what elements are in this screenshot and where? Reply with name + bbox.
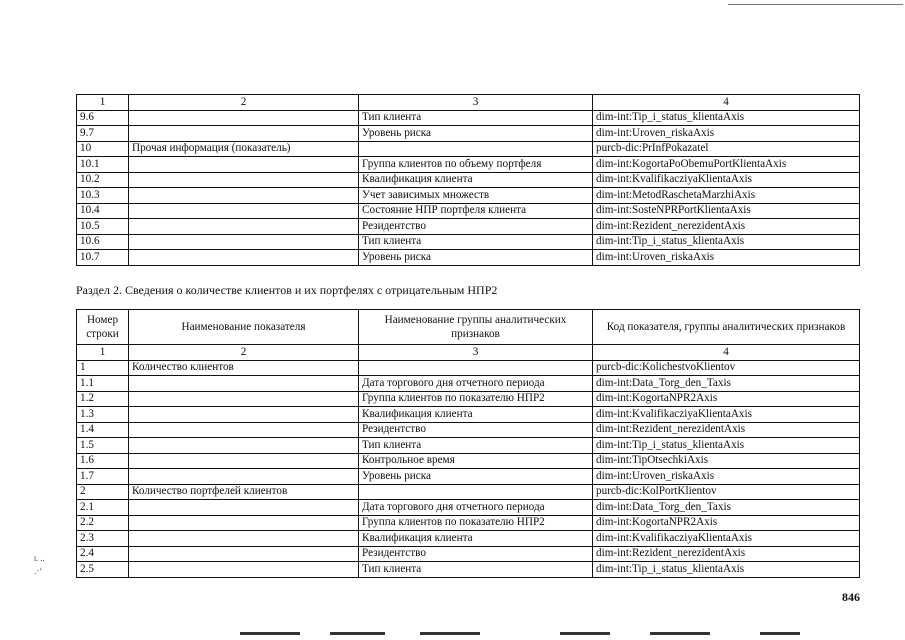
indicator-name-cell: [129, 562, 359, 578]
code-cell: dim-int:KvalifikacziyaKlientaAxis: [593, 172, 860, 188]
indicator-name-cell: [129, 250, 359, 266]
table-row: [77, 546, 860, 562]
group-name-cell: Группа клиентов по показателю НПР2: [359, 391, 593, 407]
table-row: [77, 110, 860, 126]
code-cell: dim-int:Rezident_nerezidentAxis: [593, 546, 860, 562]
code-cell: dim-int:Uroven_riskaAxis: [593, 469, 860, 485]
row-number-cell: 1.4: [77, 422, 129, 438]
row-number-cell: 10.5: [77, 219, 129, 235]
table-row: [77, 203, 860, 219]
table-row: [77, 500, 860, 516]
group-name-cell: [359, 141, 593, 157]
col-number-cell: 1: [77, 95, 129, 111]
table-row: [77, 407, 860, 423]
col-number-cell: 4: [593, 95, 860, 111]
code-cell: dim-int:Rezident_nerezidentAxis: [593, 219, 860, 235]
group-name-cell: Тип клиента: [359, 234, 593, 250]
indicator-name-cell: Количество портфелей клиентов: [129, 484, 359, 500]
indicator-name-cell: [129, 172, 359, 188]
row-number-cell: 10.3: [77, 188, 129, 204]
row-number-cell: 2.5: [77, 562, 129, 578]
row-number-cell: 10.2: [77, 172, 129, 188]
indicator-name-cell: [129, 203, 359, 219]
table-row: [77, 172, 860, 188]
indicator-name-cell: [129, 391, 359, 407]
table-row: [77, 219, 860, 235]
code-cell: dim-int:Uroven_riskaAxis: [593, 250, 860, 266]
row-number-cell: 1.5: [77, 438, 129, 454]
indicator-name-cell: [129, 469, 359, 485]
table2-body: [77, 345, 860, 578]
scan-edge-mark: [650, 632, 710, 635]
row-number-cell: 2.1: [77, 500, 129, 516]
code-cell: dim-int:Rezident_nerezidentAxis: [593, 422, 860, 438]
indicator-name-cell: [129, 422, 359, 438]
group-name-cell: Резидентство: [359, 219, 593, 235]
group-name-cell: Уровень риска: [359, 469, 593, 485]
table1-body: [77, 95, 860, 266]
row-number-cell: 2.2: [77, 515, 129, 531]
row-number-cell: 1.1: [77, 376, 129, 392]
indicator-name-cell: [129, 126, 359, 142]
table-row: [77, 250, 860, 266]
table-row: [77, 126, 860, 142]
row-number-cell: 1.2: [77, 391, 129, 407]
margin-scan-mark: .·ʻ: [34, 566, 43, 576]
code-cell: purcb-dic:KolichestvoKlientov: [593, 360, 860, 376]
table-section1-continued: [76, 94, 860, 266]
row-number-cell: 1.7: [77, 469, 129, 485]
indicator-name-cell: [129, 157, 359, 173]
scan-edge-mark: [240, 632, 300, 635]
indicator-name-cell: [129, 453, 359, 469]
code-cell: dim-int:SosteNPRPortKlientaAxis: [593, 203, 860, 219]
scan-edge-mark: [560, 632, 610, 635]
margin-scan-mark: ʟ ..: [34, 553, 45, 563]
row-number-cell: 10.4: [77, 203, 129, 219]
table-row: [77, 484, 860, 500]
scan-edge-mark: [420, 632, 480, 635]
group-name-cell: Квалификация клиента: [359, 407, 593, 423]
header-indicator-name: Наименование показателя: [129, 310, 359, 345]
section2-caption: Раздел 2. Сведения о количестве клиентов и их портфелях с отрицательным НПР2: [76, 283, 498, 297]
row-number-cell: 9.7: [77, 126, 129, 142]
col-number-cell: 3: [359, 95, 593, 111]
table2-number-row: [77, 345, 860, 361]
row-number-cell: 10.6: [77, 234, 129, 250]
indicator-name-cell: Количество клиентов: [129, 360, 359, 376]
code-cell: dim-int:KogortaPoObemuPortKlientaAxis: [593, 157, 860, 173]
table-row: [77, 188, 860, 204]
col-number-cell: 1: [77, 345, 129, 361]
code-cell: dim-int:Data_Torg_den_Taxis: [593, 500, 860, 516]
indicator-name-cell: [129, 438, 359, 454]
code-cell: dim-int:Data_Torg_den_Taxis: [593, 376, 860, 392]
code-cell: dim-int:MetodRaschetaMarzhiAxis: [593, 188, 860, 204]
header-code: Код показателя, группы аналитических признаков: [593, 310, 860, 345]
table-row: [77, 562, 860, 578]
group-name-cell: Дата торгового дня отчетного периода: [359, 376, 593, 392]
indicator-name-cell: [129, 531, 359, 547]
table1-number-row: [77, 95, 860, 111]
group-name-cell: Уровень риска: [359, 126, 593, 142]
group-name-cell: Учет зависимых множеств: [359, 188, 593, 204]
group-name-cell: Тип клиента: [359, 562, 593, 578]
scan-edge-mark: [760, 632, 800, 635]
scan-edge-mark: [330, 632, 385, 635]
table-row: [77, 469, 860, 485]
code-cell: dim-int:Tip_i_status_klientaAxis: [593, 562, 860, 578]
indicator-name-cell: [129, 500, 359, 516]
table2-header: [77, 310, 860, 345]
group-name-cell: Группа клиентов по объему портфеля: [359, 157, 593, 173]
code-cell: dim-int:KogortaNPR2Axis: [593, 515, 860, 531]
indicator-name-cell: Прочая информация (показатель): [129, 141, 359, 157]
indicator-name-cell: [129, 110, 359, 126]
group-name-cell: [359, 360, 593, 376]
group-name-cell: Дата торгового дня отчетного периода: [359, 500, 593, 516]
row-number-cell: 1: [77, 360, 129, 376]
group-name-cell: Тип клиента: [359, 110, 593, 126]
group-name-cell: Группа клиентов по показателю НПР2: [359, 515, 593, 531]
indicator-name-cell: [129, 376, 359, 392]
indicator-name-cell: [129, 515, 359, 531]
table-row: [77, 391, 860, 407]
table-row: [77, 157, 860, 173]
table-row: [77, 422, 860, 438]
row-number-cell: 10: [77, 141, 129, 157]
group-name-cell: Квалификация клиента: [359, 531, 593, 547]
row-number-cell: 10.1: [77, 157, 129, 173]
indicator-name-cell: [129, 407, 359, 423]
col-number-cell: 2: [129, 345, 359, 361]
header-group-name: Наименование группы аналитических признаков: [359, 310, 593, 345]
indicator-name-cell: [129, 546, 359, 562]
group-name-cell: [359, 484, 593, 500]
group-name-cell: Уровень риска: [359, 250, 593, 266]
code-cell: dim-int:Tip_i_status_klientaAxis: [593, 234, 860, 250]
table-row: [77, 376, 860, 392]
group-name-cell: Состояние НПР портфеля клиента: [359, 203, 593, 219]
row-number-cell: 9.6: [77, 110, 129, 126]
code-cell: dim-int:KvalifikacziyaKlientaAxis: [593, 407, 860, 423]
group-name-cell: Квалификация клиента: [359, 172, 593, 188]
indicator-name-cell: [129, 219, 359, 235]
code-cell: dim-int:TipOtsechkiAxis: [593, 453, 860, 469]
table-row: [77, 438, 860, 454]
indicator-name-cell: [129, 234, 359, 250]
row-number-cell: 10.7: [77, 250, 129, 266]
table-row: [77, 531, 860, 547]
table-row: [77, 515, 860, 531]
table-row: [77, 453, 860, 469]
table-row: [77, 141, 860, 157]
table-section2: [76, 309, 860, 578]
row-number-cell: 2.4: [77, 546, 129, 562]
header-row-number: Номер строки: [77, 310, 129, 345]
indicator-name-cell: [129, 188, 359, 204]
code-cell: dim-int:Tip_i_status_klientaAxis: [593, 438, 860, 454]
row-number-cell: 1.3: [77, 407, 129, 423]
row-number-cell: 1.6: [77, 453, 129, 469]
col-number-cell: 2: [129, 95, 359, 111]
col-number-cell: 4: [593, 345, 860, 361]
group-name-cell: Контрольное время: [359, 453, 593, 469]
code-cell: dim-int:KogortaNPR2Axis: [593, 391, 860, 407]
top-rule: [728, 4, 903, 5]
table-row: [77, 360, 860, 376]
group-name-cell: Резидентство: [359, 546, 593, 562]
page-number: 846: [842, 590, 860, 604]
code-cell: dim-int:Tip_i_status_klientaAxis: [593, 110, 860, 126]
group-name-cell: Резидентство: [359, 422, 593, 438]
code-cell: dim-int:KvalifikacziyaKlientaAxis: [593, 531, 860, 547]
row-number-cell: 2.3: [77, 531, 129, 547]
table2-header-row: [77, 310, 860, 345]
table-row: [77, 234, 860, 250]
code-cell: purcb-dic:KolPortKlientov: [593, 484, 860, 500]
code-cell: dim-int:Uroven_riskaAxis: [593, 126, 860, 142]
code-cell: purcb-dic:PrInfPokazatel: [593, 141, 860, 157]
col-number-cell: 3: [359, 345, 593, 361]
row-number-cell: 2: [77, 484, 129, 500]
group-name-cell: Тип клиента: [359, 438, 593, 454]
